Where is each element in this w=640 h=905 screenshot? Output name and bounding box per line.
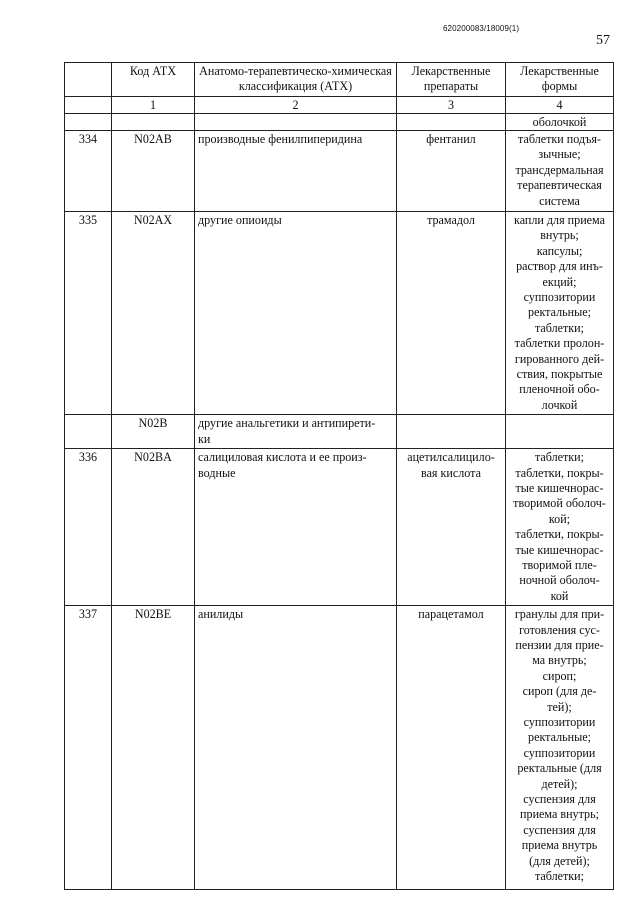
drug-cell: фентанил [397,131,506,212]
table-header-row [65,63,614,97]
column-number-row [65,97,614,114]
table-row [65,131,614,212]
forms-cell: таблетки подъя- зычные; трансдермальная терапевтическая система [506,131,614,212]
column-number: 3 [397,97,506,114]
atc-code: N02B [112,415,195,449]
drug-cell [397,415,506,449]
classification-cell: анилиды [195,606,397,890]
row-number: 337 [65,606,112,890]
row-number: 334 [65,131,112,212]
header-cell-classification: Анатомо-терапевтическо-химическая классификация (АТХ) [195,63,397,97]
column-number [65,97,112,114]
atc-table [64,62,614,890]
classification-cell: производные фенилпиперидина [195,131,397,212]
table-row [65,212,614,415]
header-cell-forms: Лекарственные формы [506,63,614,97]
drug-cell: трамадол [397,212,506,415]
forms-cell: капли для приема внутрь; капсулы; раствор для инъ- екций; суппозитории ректальные; таблетки; таблетки пролон- гированного дей- ствия, покрытые пленочной обо- лочкой [506,212,614,415]
header-cell-code: Код АТХ [112,63,195,97]
row-number [65,415,112,449]
document-id: 620200083/18009(1) [443,24,520,33]
page-number: 57 [596,33,610,48]
forms-cell: гранулы для при- готовления сус- пензии для прие- ма внутрь; сироп; сироп (для де- тей); суппозитории ректальные; суппозитории ректальные (для детей); суспензия для приема внутрь; суспензия для приема внутрь (для детей); таблетки; [506,606,614,890]
continuation-row [65,114,614,131]
classification-cell: салициловая кислота и ее произ- водные [195,449,397,606]
atc-code: N02BE [112,606,195,890]
forms-cell: таблетки; таблетки, покры- тые кишечнорас- творимой оболоч- кой; таблетки, покры- тые кишечнорас- творимой пле- ночной оболоч- кой [506,449,614,606]
atc-code: N02AX [112,212,195,415]
atc-code: N02BA [112,449,195,606]
classification-cell: другие анальгетики и антипирети- ки [195,415,397,449]
table-row [65,415,614,449]
table-row [65,449,614,606]
continued-form-cell: оболочкой [506,114,614,131]
drug-cell: ацетилсалицило- вая кислота [397,449,506,606]
classification-cell: другие опиоиды [195,212,397,415]
row-number: 335 [65,212,112,415]
column-number: 2 [195,97,397,114]
column-number: 4 [506,97,614,114]
row-number: 336 [65,449,112,606]
header-cell-drugs: Лекарственные препараты [397,63,506,97]
table-row [65,606,614,890]
header-cell-num [65,63,112,97]
drug-cell: парацетамол [397,606,506,890]
forms-cell [506,415,614,449]
column-number: 1 [112,97,195,114]
atc-code: N02AB [112,131,195,212]
